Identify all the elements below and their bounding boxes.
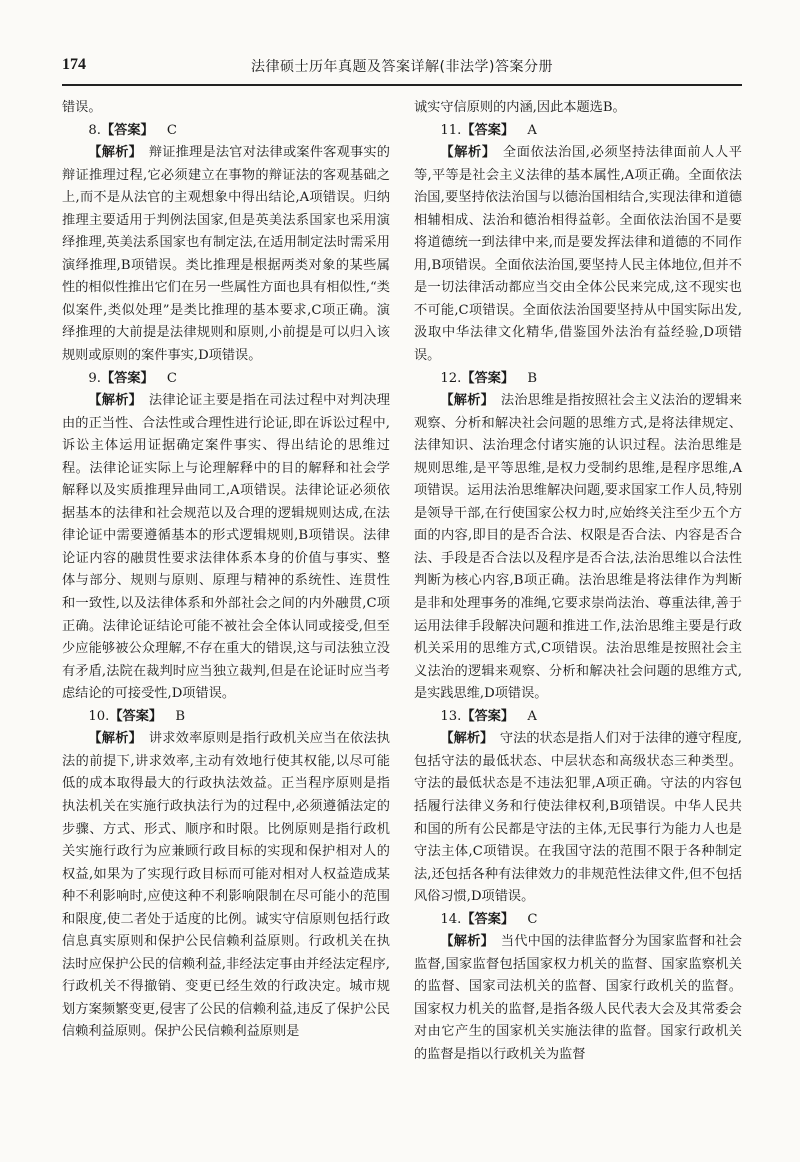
analysis-text: 法治思维是指按照社会主义法治的逻辑来观察、分析和解决社会问题的思维方式,是将法律规定、法律知识、法治理念付诸实施的认识过程。法治思维是规则思维,是平等思维,是权力受制约思维,是程序思维,A项错误。运用法治思维解决问题,要求国家工作人员,特别是领导干部,在行使国家公权力时,应始终关注至少五个方面的内容,即目的是否合法、权限是否合法、内容是否合法、手段是否合法以及程序是否合法,法治思维以合法性判断为核心内容,B项正确。法治思维是将法律作为判断是非和处理事务的准绳,它要求崇尚法治、尊重法律,善于运用法律手段解决问题和推进工作,法治思维主要是行政机关采用的思维方式,C项错误。法治思维是按照社会主义法治的逻辑来观察、分析和解决社会问题的思维方式,是实践思维,D项错误。: [414, 393, 742, 702]
analysis-tag: 【解析】: [440, 393, 495, 409]
answer-tag: 【答案】: [100, 370, 154, 386]
analysis-tag: 【解析】: [88, 393, 143, 409]
question-number: 10.: [88, 708, 110, 724]
analysis-tag: 【解析】: [440, 934, 495, 950]
answer-tag: 【答案】: [461, 708, 515, 724]
answer-tag: 【答案】: [100, 122, 154, 138]
analysis-13: [414, 728, 742, 908]
analysis-11: [414, 142, 742, 367]
answer-value: C: [527, 911, 538, 927]
answer-tag: 【答案】: [461, 122, 515, 138]
answer-value: A: [527, 708, 537, 724]
answer-value: A: [527, 122, 537, 138]
analysis-text: 辩证推理是法官对法律或案件客观事实的辩证推理过程,它必须建立在事物的辩证法的客观基础之上,而不是从法官的主观想象中得出结论,A项错误。归纳推理主要适用于判例法国家,但是英美法系国家也采用演绎推理,英美法系国家也有制定法,在适用制定法时需采用演绎推理,B项错误。类比推理是根据两类对象的某些属性的相似性推出它们在另一些属性方面也具有相似性,“类似案件,类似处理”是类比推理的基本要求,C项正确。演绎推理的大前提是法律规则和原则,小前提是可以归入该规则或原则的案件事实,D项错误。: [62, 145, 390, 364]
analysis-tag: 【解析】: [440, 145, 496, 161]
analysis-8: [62, 142, 390, 367]
continuation-text: 错误。: [62, 100, 102, 115]
analysis-tag: 【解析】: [440, 731, 494, 747]
left-column: [62, 97, 390, 1044]
question-number: 13.: [440, 708, 462, 724]
analysis-12: [414, 390, 742, 706]
question-number: 9.: [88, 370, 101, 386]
running-title: 法律硕士历年真题及答案详解(非法学)答案分册: [251, 59, 553, 75]
analysis-14: [414, 931, 742, 1066]
answer-line-13: [414, 706, 742, 729]
analysis-10: [62, 728, 390, 1044]
answer-line-11: [414, 120, 742, 143]
analysis-text: 全面依法治国,必须坚持法律面前人人平等,平等是社会主义法律的基本属性,A项正确。全面依法治国,要坚持依法治国与以德治国相结合,实现法律和道德相辅相成、法治和德治相得益彰。全面依法治国不是要将道德统一到法律中来,而是要发挥法律和道德的不同作用,B项错误。全面依法治国,要坚持人民主体地位,但并不是一切法律活动都应当交由全体公民来完成,这不现实也不可能,C项错误。全面依法治国要坚持从中国实际出发,汲取中华法律文化精华,借鉴国外法治有益经验,D项错误。: [414, 145, 742, 364]
answer-line-14: [414, 909, 742, 932]
page-number: 174: [62, 56, 86, 73]
analysis-tag: 【解析】: [88, 731, 143, 747]
answer-tag: 【答案】: [461, 370, 515, 386]
question-number: 11.: [440, 122, 462, 138]
answer-line-8: [62, 120, 390, 143]
analysis-tag: 【解析】: [88, 145, 143, 161]
analysis-text: 讲求效率原则是指行政机关应当在依法执法的前提下,讲求效率,主动有效地行使其权能,以尽可能低的成本取得最大的行政执法效益。正当程序原则是指执法机关在实施行政执法行为的过程中,必须遵循法定的步骤、方式、形式、顺序和时限。比例原则是指行政机关实施行政行为应兼顾行政目标的实现和保护相对人的权益,如果为了实现行政目标而可能对相对人权益造成某种不利影响时,应使这种不利影响限制在尽可能小的范围和限度,使二者处于适度的比例。诚实守信原则包括行政信息真实原则和保护公民信赖利益原则。行政机关在执法时应保护公民的信赖利益,非经法定事由并经法定程序,行政机关不得撤销、变更已经生效的行政决定。城市规划方案频繁变更,侵害了公民的信赖利益,违反了保护公民信赖利益原则。保护公民信赖利益原则是: [62, 731, 390, 1040]
answer-line-12: [414, 368, 742, 391]
analysis-text: 当代中国的法律监督分为国家监督和社会监督,国家监督包括国家权力机关的监督、国家监察机关的监督、国家司法机关的监督、国家行政机关的监督。国家权力机关的监督,是指各级人民代表大会及其常委会对由它产生的国家机关实施法律的监督。国家行政机关的监督是指以行政机关为监督: [414, 934, 742, 1062]
question-number: 8.: [88, 122, 101, 138]
answer-value: B: [527, 370, 538, 386]
answer-line-10: [62, 706, 390, 729]
page-header: [62, 48, 742, 86]
analysis-text: 守法的状态是指人们对于法律的遵守程度,包括守法的最低状态、中层状态和高级状态三种类型。守法的最低状态是不违法犯罪,A项正确。守法的内容包括履行法律义务和行使法律权利,B项错误。中华人民共和国的所有公民都是守法的主体,无民事行为能力人也是守法主体,C项错误。在我国守法的范围不限于各种制定法,还包括各种有法律效力的非规范性法律文件,但不包括风俗习惯,D项错误。: [414, 731, 742, 905]
answer-line-9: [62, 368, 390, 391]
analysis-text: 法律论证主要是指在司法过程中对判决理由的正当性、合法性或合理性进行论证,即在诉讼过程中,诉讼主体运用证据确定案件事实、得出结论的思维过程。法律论证实际上与论理解释中的目的解释和社会学解释以及实质推理异曲同工,A项错误。法律论证必须依据基本的法律和社会规范以及合理的逻辑规则达成,在法律论证中需要遵循基本的形式逻辑规则,B项错误。法律论证内容的融贯性要求法律体系本身的价值与事实、整体与部分、规则与原则、原理与精神的系统性、连贯性和一致性,以及法律体系和外部社会之间的内外融贯,C项正确。法律论证结论可能不被社会全体认同或接受,但至少应能够被公众理解,不存在重大的错误,这与司法独立没有矛盾,法院在裁判时应当独立裁判,但是在论证时应当考虑结论的可接受性,D项错误。: [62, 393, 390, 702]
question-number: 12.: [440, 370, 462, 386]
answer-value: B: [175, 708, 186, 724]
answer-value: C: [166, 122, 178, 138]
answer-tag: 【答案】: [109, 708, 163, 724]
question-number: 14.: [440, 911, 462, 927]
answer-value: C: [166, 370, 178, 386]
analysis-9: [62, 390, 390, 706]
answer-tag: 【答案】: [461, 911, 515, 927]
right-column: [414, 97, 742, 1067]
continuation-text: 诚实守信原则的内涵,因此本题选B。: [414, 100, 626, 115]
